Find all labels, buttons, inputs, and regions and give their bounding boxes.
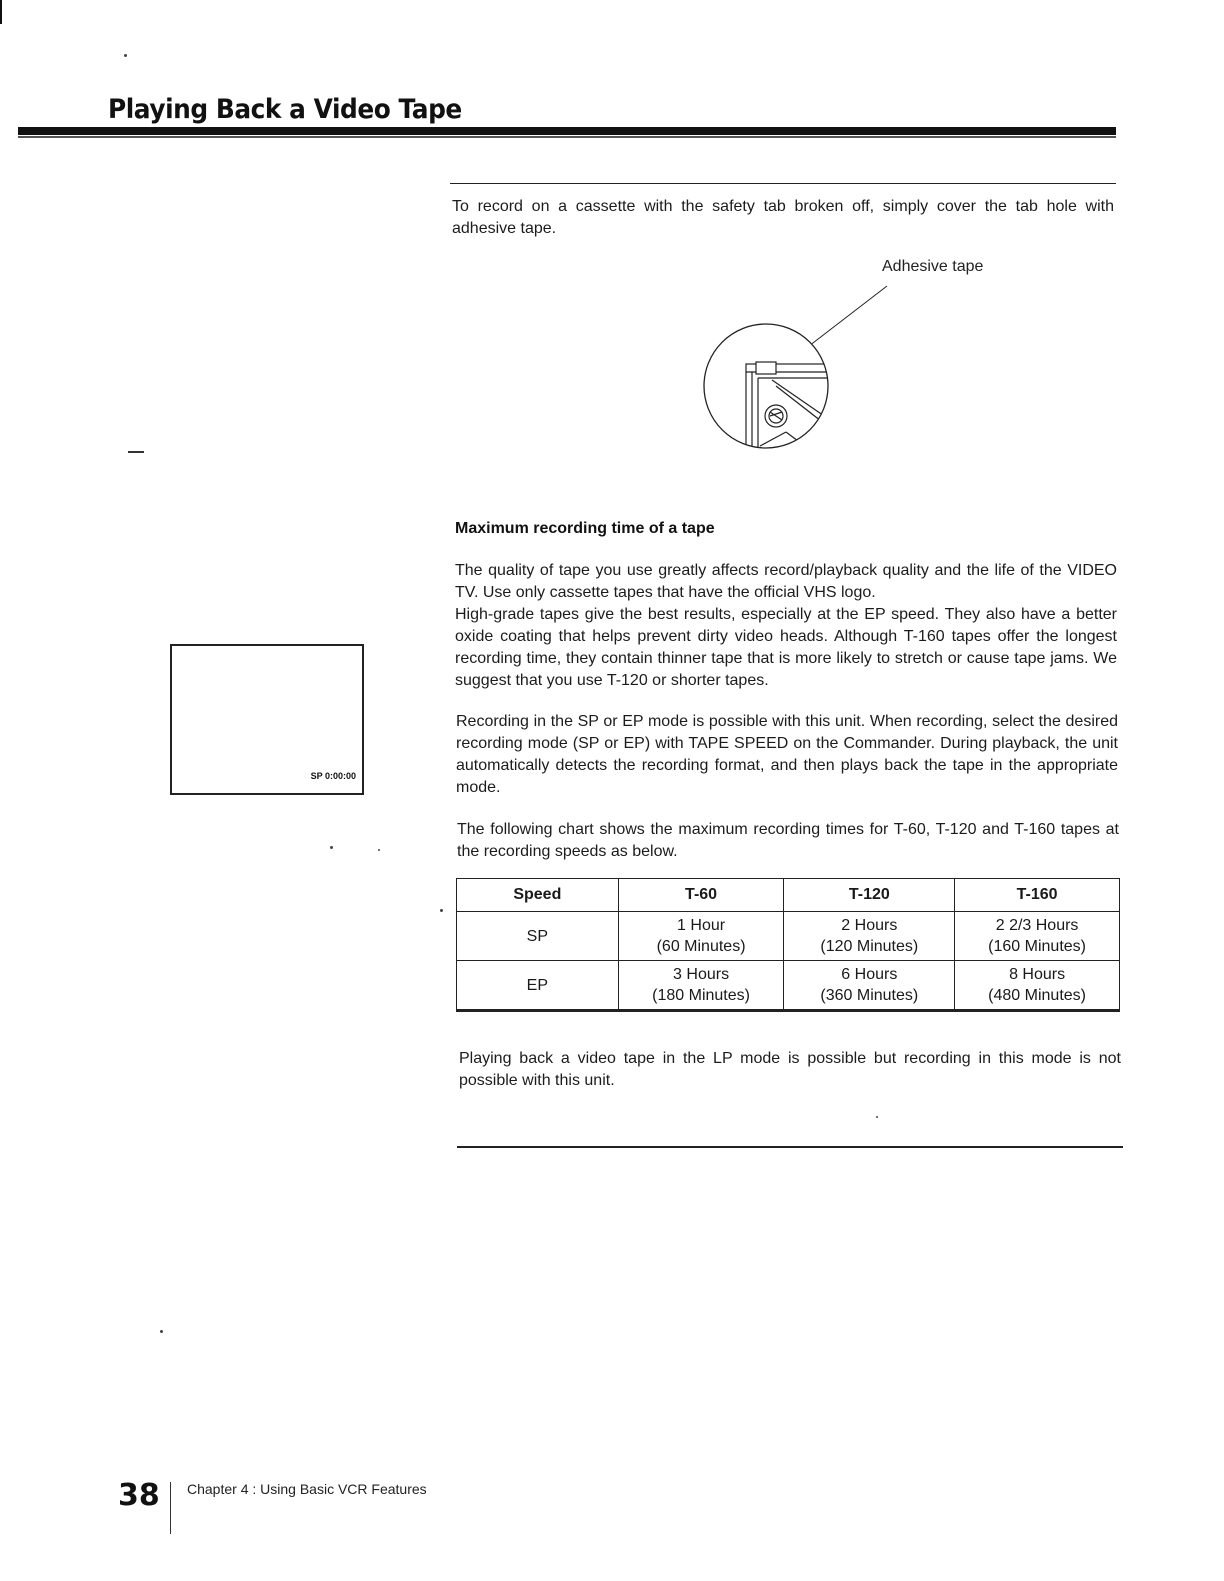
scan-edge-mark [0, 0, 2, 24]
tape-quality-text [455, 560, 1117, 692]
cell-minutes: (120 Minutes) [820, 938, 919, 955]
tape-quality-paragraph-1: The quality of tape you use greatly affects record/playback quality and the life of the VIDEO TV. Use only cassette tapes that have the official VHS logo. [455, 562, 1117, 601]
cell-time [618, 961, 784, 1011]
section-heading: Maximum recording time of a tape [455, 520, 715, 537]
cell-time [618, 912, 784, 961]
cell-time [955, 961, 1120, 1011]
chapter-label: Chapter 4 : Using Basic VCR Features [187, 1481, 427, 1497]
table-header-row [457, 879, 1120, 912]
cell-hours: 1 Hour [677, 917, 726, 934]
cell-minutes: (60 Minutes) [656, 938, 746, 955]
table-row-sp [457, 912, 1120, 961]
cell-hours: 3 Hours [673, 966, 730, 983]
tv-screen-display [170, 644, 364, 795]
cell-speed: EP [457, 961, 619, 1011]
cell-hours: 8 Hours [1009, 966, 1066, 983]
scan-speck [330, 846, 333, 849]
title-rule-thin [18, 136, 1116, 138]
header-t60: T-60 [618, 879, 784, 912]
cell-time [784, 961, 955, 1011]
section-bottom-rule [457, 1146, 1123, 1148]
magnifier-circle [704, 324, 828, 448]
cell-hours: 6 Hours [841, 966, 898, 983]
cassette-tab-illustration [690, 280, 890, 460]
cell-time [784, 912, 955, 961]
table-row-ep [457, 961, 1120, 1011]
header-t120: T-120 [784, 879, 955, 912]
header-speed: Speed [457, 879, 619, 912]
tape-quality-paragraph-2: High-grade tapes give the best results, especially at the EP speed. They also have a better oxide coating that helps prevent dirty video heads. Although T-160 tapes offer the longest recording time, they contain thinner tape that is more likely to stretch or cause tape jams. We suggest that you use T-120 or shorter tapes. [455, 606, 1117, 689]
scan-speck [160, 1330, 163, 1333]
cell-minutes: (160 Minutes) [988, 938, 1086, 955]
scan-speck [128, 451, 144, 453]
recording-time-table [456, 878, 1120, 1012]
lp-mode-note: Playing back a video tape in the LP mode is possible but recording in this mode is not possible with this unit. [459, 1050, 1121, 1089]
tape-speed-counter: SP 0:00:00 [310, 771, 356, 781]
scan-speck [378, 849, 380, 851]
section-top-rule [450, 183, 1116, 184]
cell-minutes: (180 Minutes) [652, 987, 750, 1004]
scan-speck [124, 54, 127, 57]
page-number: 38 [118, 1478, 160, 1513]
scan-speck [440, 909, 443, 912]
cell-hours: 2 Hours [841, 917, 898, 934]
recording-mode-paragraph: Recording in the SP or EP mode is possible with this unit. When recording, select the desired recording mode (SP or EP) with TAPE SPEED on the Commander. During playback, the unit automatically detects the recording format, and then plays back the tape in the appropriate mode. [456, 713, 1118, 796]
footer-separator [170, 1482, 171, 1534]
chart-intro-paragraph: The following chart shows the maximum recording times for T-60, T-120 and T-160 tapes at the recording speeds as below. [457, 821, 1119, 860]
cell-minutes: (360 Minutes) [820, 987, 919, 1004]
header-t160: T-160 [955, 879, 1120, 912]
page-title: Playing Back a Video Tape [108, 94, 462, 125]
adhesive-tape-label: Adhesive tape [882, 258, 984, 275]
cell-speed: SP [457, 912, 619, 961]
scan-speck [876, 1116, 878, 1118]
cell-time [955, 912, 1120, 961]
title-rule [18, 127, 1116, 135]
cell-hours: 2 2/3 Hours [995, 917, 1079, 934]
cell-minutes: (480 Minutes) [988, 987, 1086, 1004]
intro-paragraph: To record on a cassette with the safety tab broken off, simply cover the tab hole with adhesive tape. [452, 198, 1114, 237]
tab-hole-tape [756, 362, 776, 374]
